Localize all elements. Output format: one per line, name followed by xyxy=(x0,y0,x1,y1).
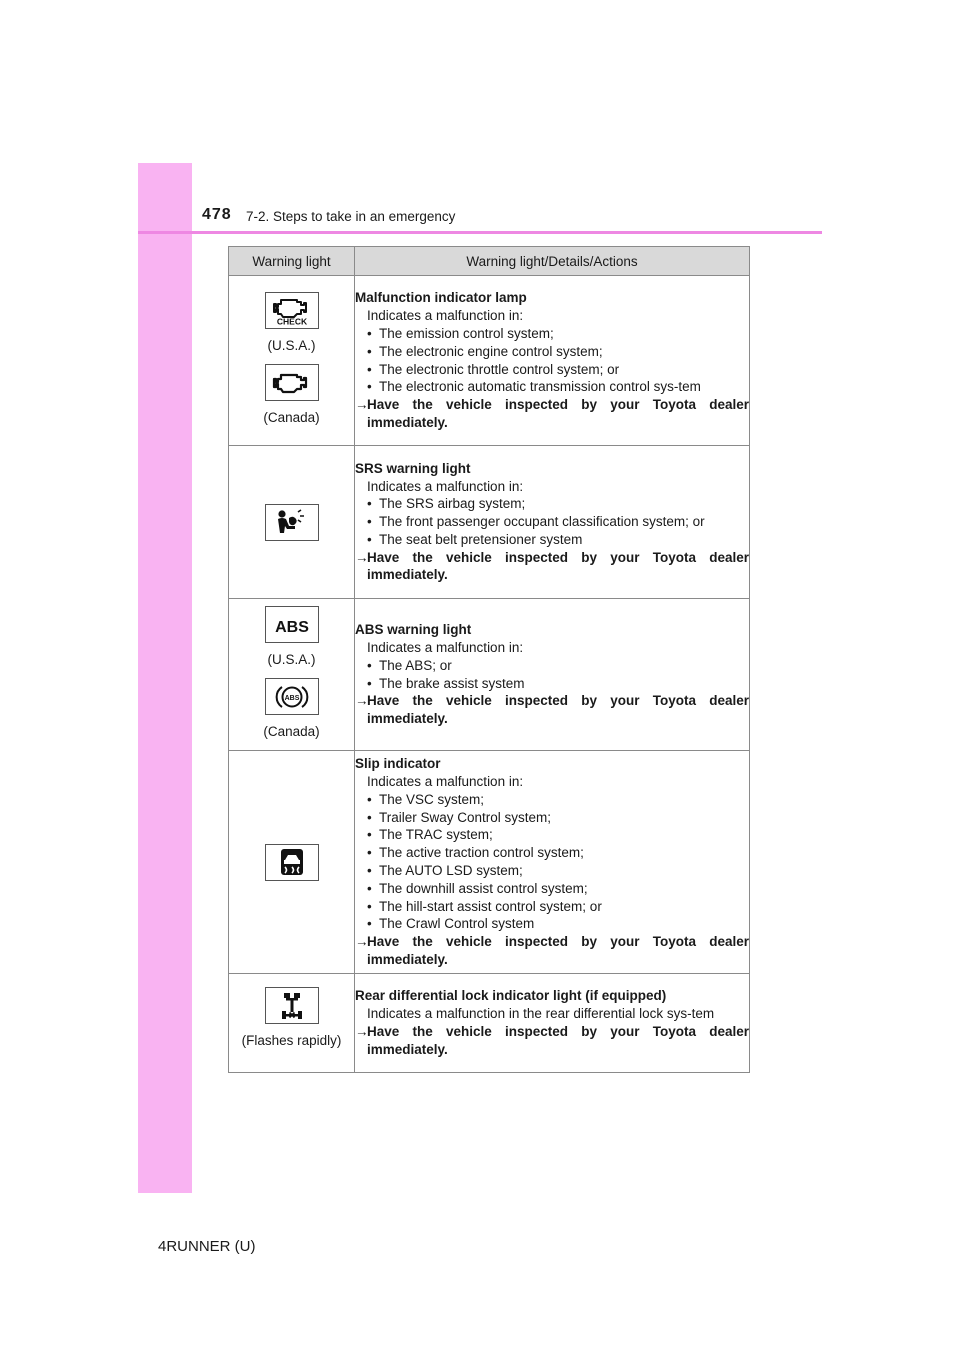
table-row xyxy=(229,276,750,446)
bullet-item: • The AUTO LSD system; xyxy=(367,863,523,878)
arrow-icon: → xyxy=(355,934,369,950)
action-item: → Have the vehicle inspected by your Toyota dealer immediately. xyxy=(355,397,749,430)
warning-light-cell xyxy=(229,446,355,599)
srs-airbag-icon xyxy=(265,504,319,541)
details-cell xyxy=(355,751,750,974)
bullet-item: • The active traction control system; xyxy=(367,845,584,861)
warning-light-cell xyxy=(229,974,355,1073)
warning-light-table xyxy=(228,246,750,1073)
page-number: 478 xyxy=(202,206,232,223)
table-header-row xyxy=(229,247,750,276)
arrow-icon: → xyxy=(355,1024,369,1039)
bullet-item: • The downhill assist control system; xyxy=(367,880,588,896)
light-title: Malfunction indicator lamp xyxy=(355,290,527,306)
table-row xyxy=(229,599,750,751)
bullet-item: • The hill-start assist control system; or xyxy=(367,898,602,914)
bullet-item: • The front passenger occupant classification system; or xyxy=(367,514,705,530)
table-row xyxy=(229,974,750,1073)
details-cell xyxy=(355,974,750,1073)
bullet-item: • The ABS; or xyxy=(367,657,452,673)
arrow-icon: → xyxy=(355,549,369,565)
table-row xyxy=(229,446,750,599)
details-cell xyxy=(355,446,750,599)
region-caption: (Canada) xyxy=(263,724,320,739)
region-caption: (U.S.A.) xyxy=(267,338,316,353)
engine-icon xyxy=(265,364,319,401)
region-caption: (Canada) xyxy=(263,410,320,425)
arrow-icon: → xyxy=(355,397,369,413)
light-title: Rear differential lock indicator light (if equipped) xyxy=(355,988,667,1004)
bullet-item: • The TRAC system; xyxy=(367,827,493,843)
bullet-item: • The brake assist system xyxy=(367,675,525,691)
check-engine-icon xyxy=(265,292,319,329)
arrow-icon: → xyxy=(355,693,369,709)
bullet-item: • The electronic throttle control system; or xyxy=(367,361,620,377)
action-item: → Have the vehicle inspected by your Toyota dealer immediately. xyxy=(355,934,749,967)
light-intro: Indicates a malfunction in: xyxy=(367,639,524,655)
section-title: 7-2. Steps to take in an emergency xyxy=(246,209,456,224)
rear-diff-lock-icon xyxy=(265,987,319,1024)
bullet-item: • The SRS airbag system; xyxy=(367,496,526,512)
bullet-item: • The electronic engine control system; xyxy=(367,343,603,359)
warning-light-cell xyxy=(229,276,355,446)
region-caption: (U.S.A.) xyxy=(267,652,316,667)
bullet-item: • The emission control system; xyxy=(367,325,554,341)
bullet-item: • The VSC system; xyxy=(367,791,485,807)
column-header-warning-light: Warning light xyxy=(229,247,355,276)
warning-light-cell xyxy=(229,751,355,974)
bullet-item: • The Crawl Control system xyxy=(367,916,535,932)
abs-circle-icon xyxy=(265,678,319,715)
light-intro: Indicates a malfunction in: xyxy=(367,478,524,494)
details-cell xyxy=(355,599,750,751)
abs-text-icon xyxy=(265,606,319,643)
svg-text:ABS: ABS xyxy=(274,618,309,636)
table-row xyxy=(229,751,750,974)
svg-text:ABS: ABS xyxy=(284,694,299,702)
light-intro: Indicates a malfunction in: xyxy=(367,308,524,324)
column-header-details: Warning light/Details/Actions xyxy=(355,247,750,276)
light-title: ABS warning light xyxy=(355,622,472,638)
header-divider xyxy=(138,231,822,234)
region-caption: (Flashes rapidly) xyxy=(241,1033,342,1048)
chapter-side-tab xyxy=(138,163,192,1193)
light-title: SRS warning light xyxy=(355,460,471,476)
bullet-item: • Trailer Sway Control system; xyxy=(367,809,552,825)
svg-text:CHECK: CHECK xyxy=(276,316,307,326)
light-intro: Indicates a malfunction in: xyxy=(367,774,524,790)
light-title: Slip indicator xyxy=(355,756,441,772)
footer-model: 4RUNNER (U) xyxy=(158,1238,256,1255)
light-intro: Indicates a malfunction in the rear differential lock sys-tem xyxy=(367,1006,715,1022)
action-item: → Have the vehicle inspected by your Toyota dealer immediately. xyxy=(355,549,749,583)
warning-light-cell xyxy=(229,599,355,751)
bullet-item: • The seat belt pretensioner system xyxy=(367,531,583,547)
bullet-item: • The electronic automatic transmission control sys-tem xyxy=(367,379,701,395)
slip-indicator-icon xyxy=(265,844,319,881)
action-item: → Have the vehicle inspected by your Toyota dealer immediately. xyxy=(355,693,749,727)
action-item: → Have the vehicle inspected by your Toyota dealer immediately. xyxy=(355,1024,749,1057)
details-cell xyxy=(355,276,750,446)
